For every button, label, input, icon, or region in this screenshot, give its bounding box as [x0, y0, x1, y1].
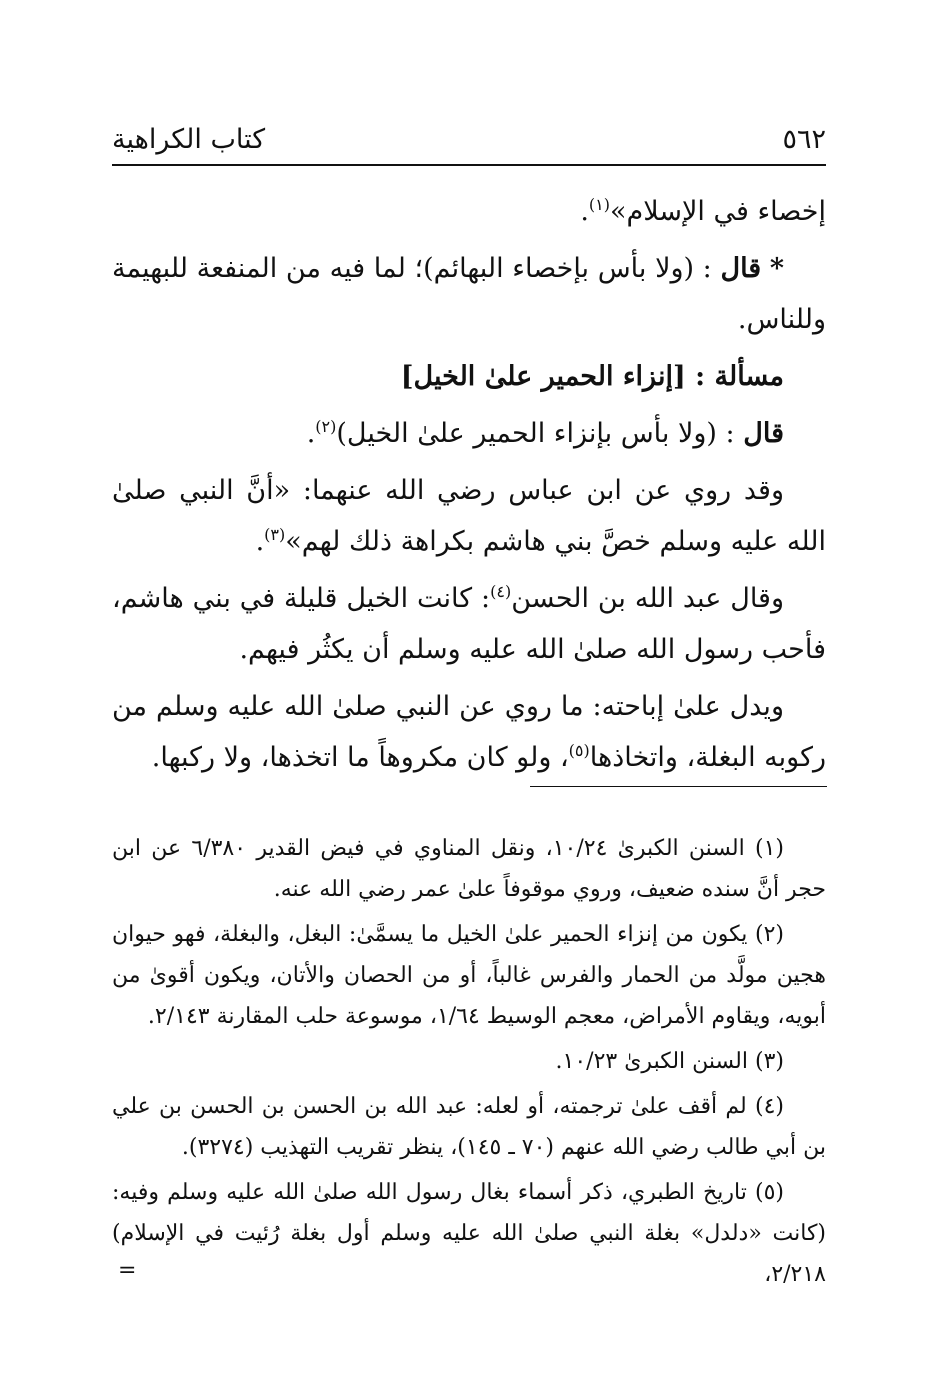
footnotes [112, 828, 826, 1299]
footnote-2: (٢) يكون من إنزاء الحمير علىٰ الخيل ما يسمَّىٰ: البغل، والبغلة، فهو حيوان هجين مولَّد من الحمار والفرس غالباً، أو من الحصان والأتان، ويكون أقوىٰ من أبويه، ويقاوم الأمراض، معجم الوسيط ١/٦٤، موسوعة حلب المقارنة ٢/١٤٣. [112, 922, 826, 1029]
paragraph-1: إخصاء في الإسلام»$^{(١)}$. [580, 195, 826, 227]
footnote-ref-1: (١) [588, 195, 611, 214]
paragraph-5: وقال عبد الله بن الحسن$^{(٤)}$: كانت الخيل قليلة في بني هاشم، فأحب رسول الله صلىٰ الله عليه وسلم أن يكثُر فيهم. [112, 582, 826, 665]
footnote-ref-5: (٥) [568, 741, 590, 760]
footnote-4: (٤) لم أقف علىٰ ترجمته، أو لعله: عبد الله بن الحسن بن الحسن بن علي بن أبي طالب رضي الله عنهم (٧٠ ـ ١٤٥)، ينظر تقريب التهذيب (٣٢٧٤). [112, 1094, 826, 1160]
footnote-ref-2: (٢) [315, 417, 337, 436]
paragraph-4: وقد روي عن ابن عباس رضي الله عنهما: «أنَّ النبي صلىٰ الله عليه وسلم خصَّ بني هاشم بكراهة ذلك لهم»$^{(٣)}$. [112, 475, 826, 557]
footnote-1: (١) السنن الكبرىٰ ١٠/٢٤، ونقل المناوي في فيض القدير ٦/٣٨٠ عن ابن حجر أنَّ سنده ضعيف، وروي موقوفاً علىٰ عمر رضي الله عنه. [112, 836, 826, 902]
book-title: كتاب الكراهية [112, 124, 266, 155]
paragraph-2: * قال : (ولا بأس بإخصاء البهائم)؛ لما فيه من المنفعة للبهيمة وللناس. [112, 253, 826, 335]
footnote-ref-3: (٣) [264, 525, 286, 544]
paragraph-3: قال : (ولا بأس بإنزاء الحمير علىٰ الخيل)$^{(٢)}$. [306, 417, 784, 449]
continuation-mark: = [118, 1258, 137, 1283]
page-number: ٥٦٢ [782, 124, 826, 155]
qala-label: قال [720, 253, 762, 284]
page-header [112, 118, 826, 160]
star-marker: * [769, 253, 784, 284]
section-heading: مسألة : [إنزاء الحمير علىٰ الخيل] [400, 361, 784, 392]
footnote-ref-4: (٤) [490, 582, 512, 601]
footnote-5: (٥) تاريخ الطبري، ذكر أسماء بغال رسول الله صلىٰ الله عليه وسلم وفيه: (كانت «دلدل» بغلة النبي صلىٰ الله عليه وسلم أول بغلة رُئيت في الإسلام) ٢/٢١٨، [112, 1180, 826, 1287]
footnote-divider [530, 786, 827, 787]
main-text [112, 186, 826, 789]
footnote-3: (٣) السنن الكبرىٰ ١٠/٢٣. [555, 1049, 784, 1074]
header-divider [112, 164, 826, 166]
qala-label: قال [743, 418, 784, 449]
paragraph-6: ويدل علىٰ إباحته: ما روي عن النبي صلىٰ الله عليه وسلم من ركوبه البغلة، واتخاذها$^{(٥)}$، ولو كان مكروهاً ما اتخذها، ولا ركبها. [112, 691, 826, 773]
